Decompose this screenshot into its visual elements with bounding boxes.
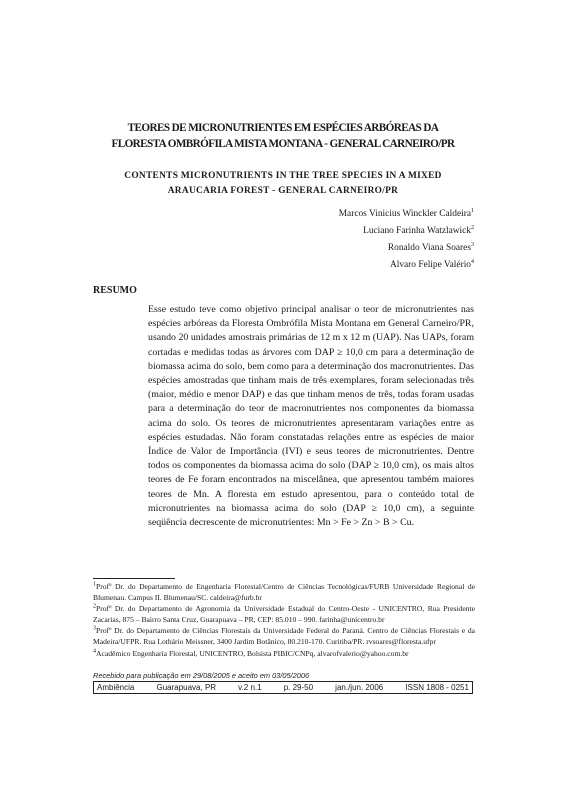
received-date-note: Recebido para publicação em 29/08/2005 e aceito em 03/05/2006 — [93, 671, 310, 680]
journal-citation-bar — [93, 681, 473, 694]
title-en-line-2: ARAUCARIA FOREST - GENERAL CARNEIRO/PR — [167, 186, 399, 196]
author — [339, 206, 474, 223]
author-mark: 2 — [471, 224, 474, 231]
title-pt-line-1: TEORES DE MICRONUTRIENTES EM ESPÉCIES ARBÓREAS DA — [127, 122, 439, 134]
journal-pages: p. 29-50 — [283, 683, 314, 692]
journal-city: Guarapuava, PR — [156, 683, 217, 692]
author-name: Ronaldo Viana Soares — [387, 243, 471, 253]
abstract — [148, 303, 474, 530]
footnote-mark: 4 — [93, 648, 96, 655]
footnotes — [93, 582, 475, 660]
footnote-mark: 2 — [93, 603, 96, 610]
footnote-text: Profº Dr. do Departamento de Ciências Florestais da Universidade Federal do Paraná. Centro de Ciências Florestais e da Madeira/UFPR. Rua Lothário Meissner, 3400 Jardim Botânico, 80.210-170. Curitiba/PR. rvsoares@floresta.ufpr — [93, 626, 475, 646]
title-portuguese — [60, 120, 506, 152]
author-name: Marcos Vinicius Winckler Caldeira — [338, 209, 471, 219]
footnote-divider — [93, 578, 175, 579]
author-name: Luciano Farinha Watzlawick — [363, 226, 471, 236]
footnote-text: Profº Dr. do Departamento de Engenharia Florestal/Centro de Ciências Tecnológicas/FURB Universidade Regional de Blumenau. Campus II. Blumenau/SC. caldeira@furb.br — [93, 582, 475, 602]
journal-issn: ISSN 1808 - 0251 — [405, 683, 469, 692]
section-heading-resumo: RESUMO — [93, 285, 137, 296]
author-mark: 1 — [471, 207, 474, 214]
footnote — [93, 604, 475, 625]
author-list — [339, 206, 474, 274]
title-english — [100, 169, 466, 199]
author — [339, 240, 474, 257]
title-pt-line-2: FLORESTA OMBRÓFILA MISTA MONTANA - GENERAL CARNEIRO/PR — [111, 138, 455, 150]
author-mark: 4 — [471, 258, 474, 265]
journal-name: Ambiência — [97, 683, 135, 692]
journal-date: jan./jun. 2006 — [335, 683, 384, 692]
footnote — [93, 626, 475, 647]
abstract-text: Esse estudo teve como objetivo principal analisar o teor de micronutrientes nas espécies arbóreas da Floresta Ombrófila Mista Montana em General Carneiro/PR, usando 20 unidades amostrais primárias de 12 m x 12 m (UAP). Nas UAPs, foram cortadas e medidas todas as árvores com DAP ≥ 10,0 cm para a determinação de biomassa acima do solo, bem como para a determinação dos macronutrientes. Das espécies amostradas que tinham mais de três exemplares, foram selecionadas três (maior, médio e menor DAP) e das que tinham menos de três, todas foram usadas para a determinação do teor de macronutrientes nos componentes da biomassa acima do solo. Os teores de micronutrientes apresentaram variações entre as espécies estudadas. Não foram constatadas relações entre as espécies de maior Índice de Valor de Importância (IVI) e seus teores de micronutrientes. Dentre todos os componentes da biomassa acima do solo (DAP ≥ 10,0 cm), os mais altos teores de Fe foram encontrados na miscelânea, que apresentou também maiores teores de Mn. A floresta em estudo apresentou, para o conteúdo total de micronutrientes na biomassa acima do solo (DAP ≥ 10,0 cm), a seguinte seqüência decrescente de micronutrientes: Mn > Fe > Zn > B > Cu. — [148, 304, 474, 529]
footnote-mark: 3 — [93, 625, 96, 632]
footnote-mark: 1 — [93, 581, 96, 588]
footnote-text: Acadêmico Engenharia Florestal, UNICENTRO, Bolsista PIBIC/CNPq, alvarofvalerio@yahoo.com.br — [96, 648, 409, 658]
footnote — [93, 582, 475, 603]
footnote-text: Profº Dr. do Departamento de Agronomia da Universidade Estadual do Centro-Oeste - UNICENTRO, Rua Presidente Zacarias, 875 – Bairro Santa Cruz, Guarapuava – PR, CEP: 85.010 – 990. farinha@unicentro.br — [93, 604, 475, 624]
author-name: Alvaro Felipe Valério — [389, 260, 471, 270]
title-en-line-1: CONTENTS MICRONUTRIENTS IN THE TREE SPECIES IN A MIXED — [124, 171, 442, 181]
footnote — [93, 649, 475, 660]
author — [339, 223, 474, 240]
journal-volume: v.2 n.1 — [238, 683, 262, 692]
author-mark: 3 — [471, 241, 474, 248]
author — [339, 257, 474, 274]
